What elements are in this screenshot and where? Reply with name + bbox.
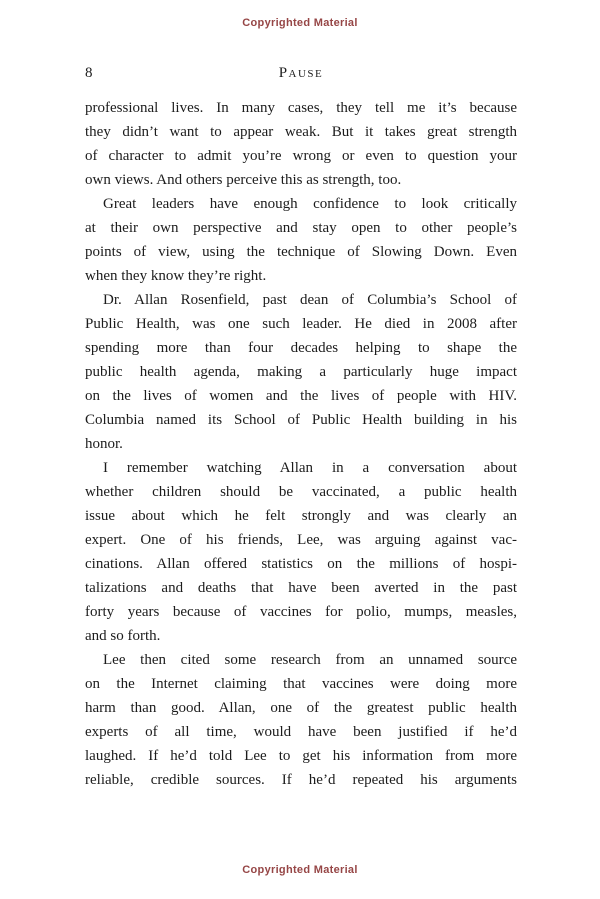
paragraph (85, 648, 517, 792)
running-header: Pause (278, 65, 324, 81)
paragraph (85, 456, 517, 648)
text-line: at their own perspective and stay open to other people’s (85, 220, 517, 236)
text-line: they didn’t want to appear weak. But it takes great strength (85, 124, 517, 140)
text-line: honor. (85, 436, 123, 452)
text-line: cinations. Allan offered statistics on the millions of hospi- (85, 556, 517, 572)
paragraph (85, 96, 517, 192)
text-line: Great leaders have enough confidence to look critically (103, 196, 517, 212)
body-text (85, 96, 517, 792)
text-line: Public Health, was one such leader. He died in 2008 after (85, 316, 517, 332)
text-line: laughed. If he’d told Lee to get his information from more (85, 748, 517, 764)
text-line: on the lives of women and the lives of people with HIV. (85, 388, 517, 404)
text-line: talizations and deaths that have been averted in the past (85, 580, 517, 596)
paragraph (85, 192, 517, 288)
text-line: Dr. Allan Rosenfield, past dean of Columbia’s School of (103, 292, 517, 308)
text-line: public health agenda, making a particularly huge impact (85, 364, 517, 380)
text-line: Columbia named its School of Public Health building in his (85, 412, 517, 428)
text-line: issue about which he felt strongly and was clearly an (85, 508, 517, 524)
text-line: professional lives. In many cases, they tell me it’s because (85, 100, 517, 116)
text-line: expert. One of his friends, Lee, was arguing against vac- (85, 532, 517, 548)
copyright-notice-top: Copyrighted Material (242, 17, 358, 29)
text-line: harm than good. Allan, one of the greatest public health (85, 700, 517, 716)
text-line: own views. And others perceive this as strength, too. (85, 172, 402, 188)
page-header (85, 65, 517, 85)
text-line: whether children should be vaccinated, a public health (85, 484, 517, 500)
text-line: forty years because of vaccines for polio, mumps, measles, (85, 604, 517, 620)
text-line: points of view, using the technique of Slowing Down. Even (85, 244, 517, 260)
text-line: I remember watching Allan in a conversation about (103, 460, 517, 476)
text-line: experts of all time, would have been justified if he’d (85, 724, 517, 740)
text-line: reliable, credible sources. If he’d repeated his arguments (85, 772, 517, 788)
text-line: and so forth. (85, 628, 161, 644)
paragraph (85, 288, 517, 456)
text-line: of character to admit you’re wrong or even to question your (85, 148, 517, 164)
page-number: 8 (85, 65, 93, 81)
text-line: on the Internet claiming that vaccines were doing more (85, 676, 517, 692)
text-line: Lee then cited some research from an unnamed source (103, 652, 517, 668)
copyright-notice-bottom: Copyrighted Material (242, 864, 358, 876)
text-line: when they know they’re right. (85, 268, 267, 284)
text-line: spending more than four decades helping to shape the (85, 340, 517, 356)
